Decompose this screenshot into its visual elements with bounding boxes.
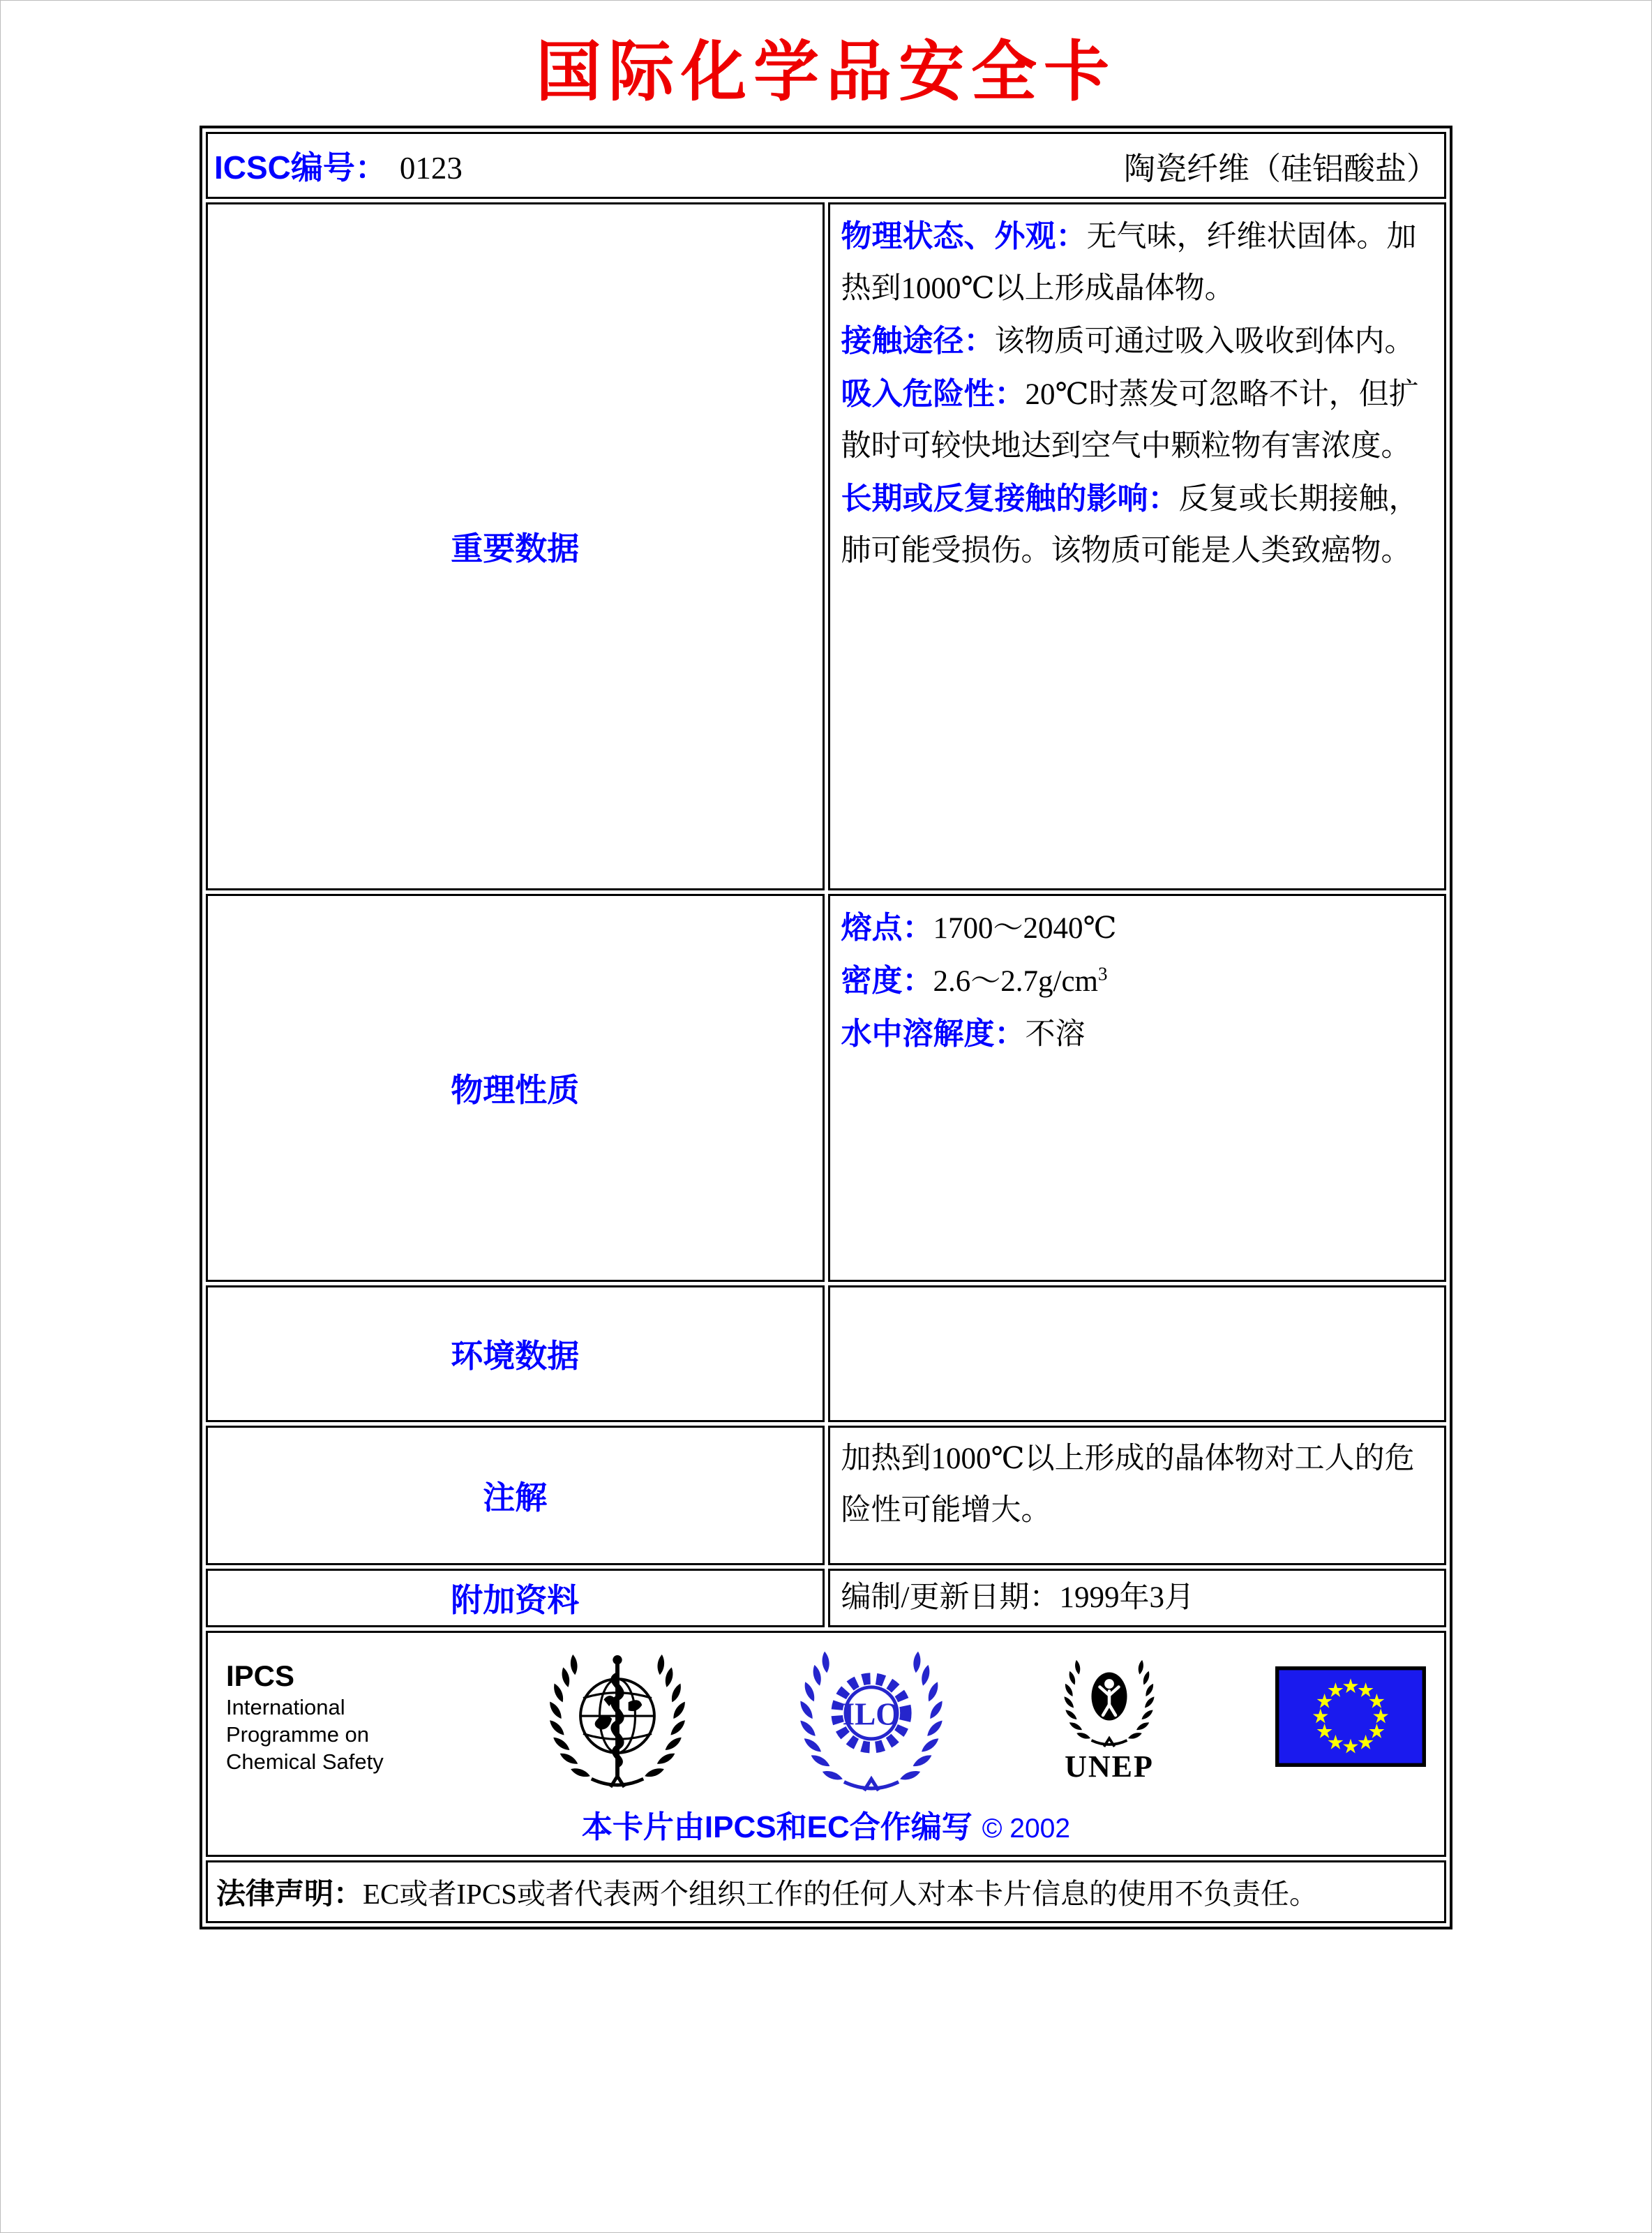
icsc-number-label: ICSC编号： (214, 149, 387, 186)
substance-name: 陶瓷纤维（硅铝酸盐） (1123, 151, 1438, 186)
header-content (209, 142, 1443, 188)
notes-content: 加热到1000℃以上形成的晶体物对工人的危险性可能增大。 (828, 1426, 1447, 1565)
section-label-physical-properties: 物理性质 (206, 894, 825, 1282)
header-cell (206, 132, 1446, 199)
cooperation-line (226, 1802, 1426, 1846)
ipcs-line: International (226, 1695, 345, 1720)
field-label-long-term-effects: 长期或反复接触的影响： (841, 481, 1179, 516)
field-value-melting-point: 1700～2040℃ (933, 912, 1117, 945)
legal-cell (206, 1860, 1446, 1923)
section-label-important-data: 重要数据 (206, 202, 825, 890)
important-data-item (841, 210, 1434, 315)
eu-flag-icon (1275, 1666, 1426, 1767)
field-value-physical-state: 无气味，纤维状固体。加热到1000℃以上形成晶体物。 (841, 221, 1417, 305)
field-value-density: 2.6～2.7g/cm (933, 964, 1098, 998)
icsc-number-value: 0123 (399, 151, 463, 186)
field-label-water-solubility: 水中溶解度： (841, 1016, 1026, 1051)
header-row (206, 132, 1446, 199)
field-value-exposure-routes: 该物质可通过吸入吸收到体内。 (994, 324, 1415, 358)
important-data-content (828, 202, 1447, 890)
environmental-data-row (206, 1285, 1446, 1422)
physical-properties-row (206, 894, 1446, 1282)
ilo-logo-icon (799, 1641, 943, 1792)
physical-properties-content (828, 894, 1447, 1282)
field-label-melting-point: 熔点： (841, 911, 933, 945)
environmental-data-content (828, 1285, 1447, 1422)
important-data-item (841, 472, 1434, 577)
section-label-additional-info: 附加资料 (206, 1569, 825, 1627)
field-label-inhalation-risk: 吸入危险性： (841, 376, 1026, 411)
legal-text: EC或者IPCS或者代表两个组织工作的任何人对本卡片信息的使用不负责任。 (363, 1877, 1319, 1910)
who-logo-icon (549, 1645, 686, 1788)
footer-row (206, 1631, 1446, 1857)
page-title: 国际化学品安全卡 (535, 33, 1116, 110)
additional-info-content: 编制/更新日期：1999年3月 (828, 1569, 1447, 1627)
logos-row (226, 1641, 1426, 1792)
field-value-inhalation-risk: 20℃时蒸发可忽略不计，但扩散时可较快地达到空气中颗粒物有害浓度。 (841, 378, 1419, 463)
unep-block (1057, 1648, 1162, 1784)
icsc-number-group (214, 142, 463, 188)
field-label-density: 密度： (841, 963, 933, 998)
legal-label: 法律声明： (216, 1876, 363, 1910)
ilo-text: ILO (842, 1696, 901, 1732)
ipcs-text-block (226, 1658, 435, 1776)
physical-property-item (841, 955, 1434, 1008)
ipcs-line: Chemical Safety (226, 1749, 384, 1774)
notes-row (206, 1426, 1446, 1565)
copyright-text: © 2002 (982, 1813, 1071, 1844)
unep-logo-icon (1057, 1648, 1162, 1753)
field-label-physical-state: 物理状态、外观： (841, 219, 1087, 253)
physical-property-item (841, 902, 1434, 955)
physical-property-item (841, 1008, 1434, 1061)
footer-cell (206, 1631, 1446, 1857)
unep-text: UNEP (1065, 1749, 1154, 1784)
field-value-long-term-effects: 反复或长期接触，肺可能受损伤。该物质可能是人类致癌物。 (841, 482, 1419, 567)
density-superscript: 3 (1097, 963, 1108, 985)
field-value-water-solubility: 不溶 (1025, 1017, 1086, 1051)
cooperation-text: 本卡片由IPCS和EC合作编写 (581, 1809, 973, 1844)
important-data-row (206, 202, 1446, 890)
field-label-exposure-routes: 接触途径： (841, 323, 995, 358)
ipcs-acronym: IPCS (226, 1659, 295, 1692)
important-data-item (841, 368, 1434, 472)
ipcs-line: Programme on (226, 1722, 370, 1747)
icsc-table (200, 126, 1452, 1929)
additional-info-row (206, 1569, 1446, 1627)
important-data-item (841, 315, 1434, 368)
section-label-notes: 注解 (206, 1426, 825, 1565)
section-label-environmental-data: 环境数据 (206, 1285, 825, 1422)
legal-row (206, 1860, 1446, 1923)
